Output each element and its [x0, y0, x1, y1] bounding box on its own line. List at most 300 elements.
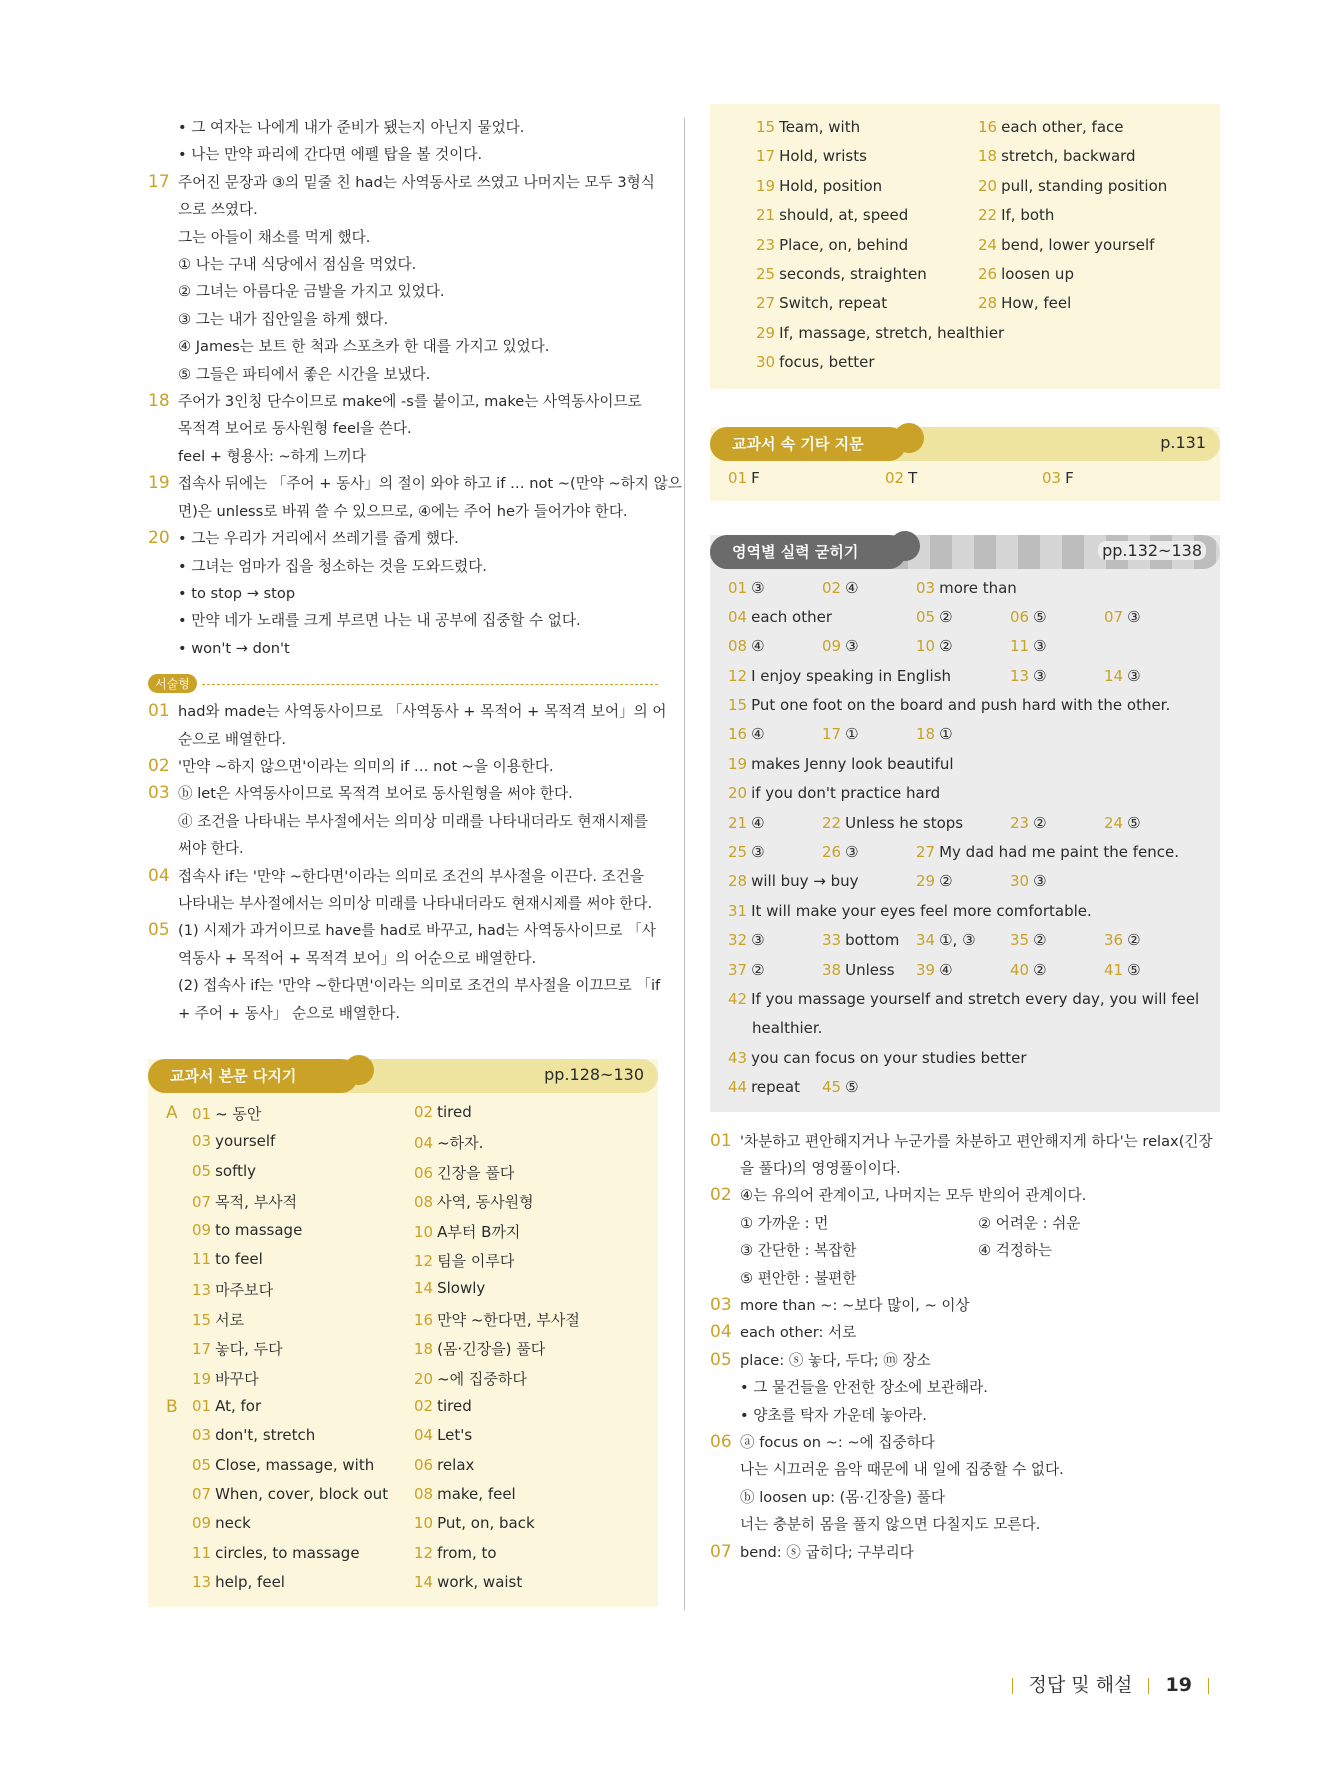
answer-text: F	[1065, 468, 1074, 487]
answer-text: 사역, 동사원형	[437, 1193, 534, 1212]
explanation-line	[148, 635, 658, 662]
answer-cell	[192, 1485, 388, 1503]
answer-cell	[414, 1573, 522, 1591]
question-number: 03	[710, 1294, 732, 1315]
right-top-grid	[710, 114, 1220, 379]
question-number: 02	[710, 1185, 732, 1206]
answer-row	[148, 1128, 658, 1157]
explanation-line	[710, 1484, 1220, 1511]
answer-text: ②	[1033, 960, 1047, 979]
answer-number: 03	[192, 1132, 212, 1151]
answer-text: ~하자.	[437, 1134, 484, 1153]
explanation-text: place: ⓢ 놓다, 두다; ⓜ 장소	[740, 1351, 931, 1369]
answer-cell	[756, 294, 887, 312]
explanation-text: '차분하고 편안해지거나 누군가를 차분하고 편안해지게 하다'는 relax(긴장	[740, 1132, 1213, 1150]
skill-answer-grid	[710, 569, 1220, 1104]
section-letter: A	[166, 1103, 178, 1123]
answer-number: 28	[978, 294, 998, 313]
answer-text: to feel	[215, 1249, 263, 1268]
answer-text: My dad had me paint the fence.	[939, 843, 1179, 862]
answer-cell	[728, 755, 954, 773]
answer-row	[710, 957, 1220, 986]
answer-number: 15	[728, 696, 748, 715]
choice-text: ② 어려운 : 쉬운	[978, 1214, 1081, 1232]
answer-cell	[728, 990, 1199, 1008]
explanation-text: 접속사 if는 '만약 ~한다면'이라는 의미로 조건의 부사절을 이끈다. 조건을	[178, 867, 644, 885]
other-section-band	[710, 427, 1220, 461]
explanation-line	[710, 1292, 1220, 1319]
answer-cell	[916, 637, 953, 655]
answer-text: Let's	[437, 1426, 473, 1445]
answer-text: A부터 B까지	[437, 1222, 521, 1241]
answer-text: 목적, 부사적	[215, 1193, 298, 1212]
explanation-line	[148, 607, 658, 634]
right-top-box	[710, 104, 1220, 389]
answer-text: focus, better	[779, 353, 875, 372]
other-section-title: 교과서 속 기타 지문	[710, 427, 906, 461]
answer-cell	[192, 1279, 273, 1300]
answer-number: 07	[1104, 607, 1124, 626]
explanation-line	[710, 1128, 1220, 1155]
answer-text: ④	[939, 960, 953, 979]
answer-number: 39	[916, 960, 936, 979]
answer-cell	[192, 1573, 285, 1591]
answer-row	[148, 1217, 658, 1246]
explanation-text: ⑤ 그들은 파티에서 좋은 시간을 보냈다.	[178, 365, 431, 383]
answer-number: 02	[885, 468, 905, 487]
answer-number: 24	[1104, 813, 1124, 832]
answer-number: 28	[728, 872, 748, 891]
answer-row	[710, 261, 1220, 290]
answer-number: 05	[916, 607, 936, 626]
answer-cell	[728, 469, 760, 487]
answer-cell	[728, 608, 832, 626]
answer-cell	[822, 637, 859, 655]
answer-row	[148, 1452, 658, 1481]
explanation-line	[148, 753, 658, 780]
answer-number: 02	[414, 1396, 434, 1415]
answer-row	[710, 898, 1220, 927]
answer-text: ①, ③	[939, 931, 976, 950]
answer-text: F	[751, 468, 760, 487]
explanation-text: (2) 접속사 if는 '만약 ~한다면'이라는 의미로 조건의 부사절을 이끄므로 「if	[178, 977, 661, 995]
explanation-text: '만약 ~하지 않으면'이라는 의미의 if … not ~을 이용한다.	[178, 757, 554, 775]
answer-text: T	[908, 468, 918, 487]
answer-text: ③	[751, 931, 765, 950]
answer-cell	[414, 1162, 514, 1183]
answer-number: 08	[414, 1485, 434, 1504]
answer-number: 16	[414, 1310, 434, 1329]
answer-row	[710, 202, 1220, 231]
body-section-pages: pp.128~130	[544, 1065, 644, 1084]
answer-cell	[1010, 667, 1047, 685]
answer-row	[710, 663, 1220, 692]
answer-text: Switch, repeat	[779, 294, 888, 313]
answer-number: 10	[414, 1222, 434, 1241]
question-number: 06	[710, 1432, 732, 1453]
answer-text: 팀을 이루다	[437, 1251, 515, 1270]
answer-row	[710, 290, 1220, 319]
answer-cell	[1104, 608, 1141, 626]
choice-pair-row	[710, 1210, 1220, 1237]
answer-cell	[414, 1250, 514, 1271]
explanation-text: ④ James는 보트 한 척과 스포츠카 한 대를 가지고 있었다.	[178, 338, 550, 356]
answer-cell	[414, 1456, 474, 1474]
answer-cell	[192, 1162, 256, 1180]
explanation-text: more than ~: ~보다 많이, ~ 이상	[740, 1296, 970, 1314]
question-number: 18	[148, 391, 170, 412]
answer-cell	[822, 931, 899, 949]
answer-text: work, waist	[437, 1573, 523, 1592]
answer-number: 27	[916, 843, 936, 862]
answer-text: Hold, wrists	[779, 147, 867, 166]
answer-cell	[414, 1426, 472, 1444]
answer-number: 22	[822, 813, 842, 832]
answer-text: ③	[1127, 666, 1141, 685]
answer-text: ②	[751, 960, 765, 979]
answer-number: 20	[414, 1369, 434, 1388]
explanation-line	[148, 306, 658, 333]
answer-number: 44	[728, 1078, 748, 1097]
band-circle	[344, 1055, 374, 1085]
answer-number: 14	[414, 1573, 434, 1592]
explanation-text: • 만약 네가 노래를 크게 부르면 나는 내 공부에 집중할 수 없다.	[178, 612, 581, 630]
answer-cell	[414, 1397, 472, 1415]
answer-number: 43	[728, 1048, 748, 1067]
answer-cell	[1010, 961, 1047, 979]
explanation-text: bend: ⓢ 굽히다; 구부리다	[740, 1543, 914, 1561]
answer-text: ⑤	[1127, 813, 1141, 832]
answer-row	[710, 810, 1220, 839]
answer-number: 07	[192, 1485, 212, 1504]
answer-cell	[728, 637, 765, 655]
answer-text: ⑤	[1127, 960, 1141, 979]
intro-line: • 그 여자는 나에게 내가 준비가 됐는지 아닌지 물었다.	[178, 119, 525, 136]
answer-text: ③	[845, 843, 859, 862]
answer-text: makes Jenny look beautiful	[751, 754, 954, 773]
explanation-line	[148, 780, 658, 807]
answer-number: 17	[822, 725, 842, 744]
explanation-line	[148, 388, 658, 415]
answer-number: 21	[728, 813, 748, 832]
answer-row	[710, 349, 1220, 378]
answer-number: 22	[978, 206, 998, 225]
answer-row	[148, 1510, 658, 1539]
answer-cell	[756, 206, 908, 224]
answer-row	[710, 751, 1220, 780]
explanation-line	[148, 196, 658, 223]
answer-text: ⑤	[1033, 607, 1047, 626]
answer-number: 12	[728, 666, 748, 685]
answer-number: 23	[1010, 813, 1030, 832]
answer-cell	[1010, 931, 1047, 949]
answer-number: 29	[756, 323, 776, 342]
explanation-line	[148, 1000, 658, 1027]
explanation-line	[148, 835, 658, 862]
answer-cell	[916, 872, 953, 890]
answer-cell	[1104, 961, 1141, 979]
section-letter: B	[166, 1396, 178, 1417]
answer-text: 놓다, 두다	[215, 1340, 283, 1359]
answer-number: 06	[414, 1455, 434, 1474]
answer-cell	[192, 1426, 315, 1444]
answer-text: ②	[939, 637, 953, 656]
answer-number: 32	[728, 931, 748, 950]
explanation-text: 목적격 보어로 동사원형 feel을 쓴다.	[178, 420, 412, 438]
answer-text: 바꾸다	[215, 1369, 259, 1388]
answer-text: When, cover, block out	[215, 1485, 389, 1504]
answer-text: each other	[751, 607, 832, 626]
answer-number: 13	[192, 1281, 212, 1300]
answer-text: Put, on, back	[437, 1514, 535, 1533]
answer-text: ③	[751, 843, 765, 862]
explanation-line	[148, 361, 658, 388]
answer-number: 08	[728, 637, 748, 656]
explanation-line	[148, 890, 658, 917]
answer-number: 38	[822, 960, 842, 979]
answer-number: 41	[1104, 960, 1124, 979]
answer-number: 20	[728, 784, 748, 803]
answer-row	[148, 1187, 658, 1216]
answer-row	[148, 1364, 658, 1393]
answer-number: 45	[822, 1078, 842, 1097]
explanation-line	[710, 1319, 1220, 1346]
answer-text: softly	[215, 1161, 257, 1180]
choice-pair-row	[710, 1237, 1220, 1264]
answer-cell	[756, 147, 867, 165]
question-number: 05	[710, 1349, 732, 1370]
explanation-text: (1) 시제가 과거이므로 have를 had로 바꾸고, had는 사역동사이므로 「사	[178, 922, 656, 940]
band-circle	[890, 531, 920, 561]
explanation-line	[148, 972, 661, 999]
choice-text: ⑤ 편안한 : 불편한	[740, 1269, 857, 1287]
answer-row	[710, 986, 1220, 1015]
answer-cell	[822, 579, 859, 597]
answer-number: 25	[756, 264, 776, 283]
answer-cell	[414, 1338, 545, 1359]
answer-text: If, both	[1001, 206, 1055, 225]
answer-cell	[916, 579, 1017, 597]
answer-text: help, feel	[215, 1573, 285, 1592]
answer-text: ③	[1033, 666, 1047, 685]
answer-text: ③	[751, 578, 765, 597]
explanation-line	[148, 224, 658, 251]
answer-cell	[192, 1456, 374, 1474]
answer-text: Team, with	[779, 118, 861, 136]
answer-text: 마주보다	[215, 1281, 274, 1300]
answer-number: 11	[1010, 637, 1030, 656]
answer-number: 14	[414, 1279, 434, 1298]
other-section-box	[710, 427, 1220, 501]
answer-cell	[414, 1103, 472, 1121]
explanation-text: ① 나는 구내 식당에서 점심을 먹었다.	[178, 256, 417, 274]
explanation-text: • to stop → stop	[178, 584, 296, 602]
explanation-line	[148, 863, 658, 890]
answer-number: 04	[414, 1134, 434, 1153]
explanation-line	[710, 1347, 1220, 1374]
body-section-title: 교과서 본문 다지기	[148, 1059, 358, 1093]
answer-text: bend, lower yourself	[1001, 235, 1155, 254]
answer-row	[148, 1422, 658, 1451]
answer-text: It will make your eyes feel more comfortable.	[751, 901, 1092, 920]
answer-number: 17	[756, 147, 776, 166]
explanation-line	[710, 1182, 1220, 1209]
answer-text: relax	[437, 1455, 475, 1474]
answer-cell	[728, 696, 1170, 714]
answer-cell	[916, 931, 976, 949]
explanation-text: 접속사 뒤에는 「주어 + 동사」의 절이 와야 하고 if … not ~(만약 ~하지 않으	[178, 475, 682, 493]
explanation-text: 나는 시끄러운 음악 때문에 내 일에 집중할 수 없다.	[740, 1461, 1064, 1479]
choice-text: ④ 걱정하는	[978, 1242, 1053, 1260]
right-explanations	[710, 1128, 1220, 1567]
footer-bar	[1208, 1678, 1209, 1694]
answer-number: 03	[916, 578, 936, 597]
answer-cell	[756, 353, 875, 371]
answer-text: If, massage, stretch, healthier	[779, 323, 1005, 342]
explanation-line	[148, 251, 658, 278]
answer-text: Place, on, behind	[779, 235, 909, 254]
answer-number: 06	[1010, 607, 1030, 626]
answer-row	[710, 1045, 1220, 1074]
answer-number: 04	[414, 1426, 434, 1445]
explanation-text: ⓐ focus on ~: ~에 집중하다	[740, 1434, 935, 1452]
explanation-text: 그는 아들이 채소를 먹게 했다.	[178, 228, 371, 246]
answer-cell	[728, 902, 1092, 920]
answer-text: tired	[437, 1396, 472, 1415]
answer-number: 13	[1010, 666, 1030, 685]
answer-number: 02	[414, 1103, 434, 1121]
answer-text: How, feel	[1001, 294, 1072, 313]
choice-text: ① 가까운 : 먼	[740, 1214, 829, 1232]
answer-number: 12	[414, 1251, 434, 1270]
answer-number: 01	[728, 578, 748, 597]
answer-text: pull, standing position	[1001, 176, 1168, 195]
answer-text: bottom	[845, 931, 900, 950]
body-section-box	[148, 1059, 658, 1607]
explanation-line	[148, 278, 658, 305]
answer-cell	[916, 725, 953, 743]
subjective-tag: 서술형	[148, 674, 197, 693]
answer-text: each other, face	[1001, 118, 1124, 136]
answer-text: stretch, backward	[1001, 147, 1136, 166]
answer-number: 01	[728, 468, 748, 487]
answer-cell	[192, 1544, 360, 1562]
answer-cell	[978, 118, 1123, 136]
answer-number: 08	[414, 1193, 434, 1212]
answer-row	[710, 173, 1220, 202]
answer-number: 20	[978, 176, 998, 195]
answer-row	[148, 1481, 658, 1510]
answer-cell	[728, 784, 940, 802]
answer-cell	[414, 1132, 483, 1153]
footer-bar	[1148, 1678, 1149, 1694]
answer-text: If you massage yourself and stretch every day, you will feel	[751, 989, 1200, 1008]
answer-number: 40	[1010, 960, 1030, 979]
answer-number: 19	[728, 754, 748, 773]
answer-row	[710, 1015, 1220, 1044]
answer-cell	[822, 1078, 859, 1096]
choice-text: ③ 간단한 : 복잡한	[740, 1242, 857, 1260]
answer-text: Slowly	[437, 1279, 486, 1298]
explanation-text: ⓑ let은 사역동사이므로 목적격 보어로 동사원형을 써야 한다.	[178, 785, 573, 803]
answer-row	[148, 1099, 658, 1128]
answer-number: 09	[822, 637, 842, 656]
question-number: 20	[148, 528, 170, 549]
answer-cell	[1010, 872, 1047, 890]
explanation-text: 주어가 3인칭 단수이므로 make에 -s를 붙이고, make는 사역동사이므로	[178, 393, 642, 411]
skill-section-pages: pp.132~138	[1098, 541, 1206, 560]
answer-cell	[728, 931, 765, 949]
answer-number: 01	[192, 1105, 212, 1123]
answer-number: 03	[192, 1426, 212, 1445]
question-number: 01	[148, 701, 170, 722]
question-number: 01	[710, 1130, 732, 1151]
answer-text: Put one foot on the board and push hard with the other.	[751, 696, 1171, 715]
answer-cell	[192, 1191, 297, 1212]
answer-text: more than	[939, 578, 1017, 597]
answer-text: you can focus on your studies better	[751, 1048, 1027, 1067]
explanation-line	[148, 945, 658, 972]
answer-cell	[978, 206, 1054, 224]
answer-cell	[192, 1103, 261, 1124]
answer-row	[148, 1540, 658, 1569]
explanation-line	[710, 1539, 1220, 1566]
answer-number: 21	[756, 206, 776, 225]
answer-row	[710, 721, 1220, 750]
answer-cell	[916, 961, 953, 979]
answer-number: 10	[414, 1514, 434, 1533]
answer-cell	[756, 177, 882, 195]
answer-cell	[192, 1250, 263, 1268]
answer-cell	[978, 294, 1071, 312]
answer-row	[710, 868, 1220, 897]
answer-text: At, for	[215, 1396, 262, 1415]
explanation-text: • 양초를 탁자 가운데 놓아라.	[740, 1406, 927, 1424]
answer-text: Close, massage, with	[215, 1455, 375, 1474]
question-number: 17	[148, 171, 170, 192]
question-number: 05	[148, 920, 170, 941]
answer-cell	[414, 1191, 534, 1212]
answer-text: ③	[1033, 637, 1047, 656]
answer-number: 04	[728, 607, 748, 626]
explanation-text: 면)은 unless로 바꿔 쓸 수 있으므로, ④에는 주어 he가 들어가야 한다.	[178, 502, 628, 520]
answer-cell	[756, 265, 927, 283]
explanation-text: ⓓ 조건을 나타내는 부사절에서는 의미상 미래를 나타내더라도 현재시제를	[178, 812, 648, 830]
right-column	[710, 118, 1220, 1566]
answer-number: 18	[916, 725, 936, 744]
explanation-line	[148, 470, 682, 497]
answer-text: tired	[437, 1103, 472, 1121]
other-section-pages: p.131	[1160, 432, 1206, 452]
question-number: 04	[710, 1322, 732, 1343]
answer-cell	[728, 1078, 800, 1096]
answer-number: 15	[192, 1310, 212, 1329]
answer-number: 24	[978, 235, 998, 254]
explanation-line	[710, 1155, 1220, 1182]
answer-row	[710, 114, 1220, 143]
answer-number: 26	[978, 264, 998, 283]
answer-cell	[728, 579, 765, 597]
answer-row	[710, 575, 1220, 604]
answer-number: 33	[822, 931, 842, 950]
answer-cell	[414, 1221, 520, 1242]
explanation-text: 써야 한다.	[178, 840, 244, 858]
answer-text: ①	[939, 725, 953, 744]
answer-cell	[414, 1485, 516, 1503]
answer-cell	[192, 1514, 251, 1532]
intro-lines	[148, 114, 658, 169]
answer-row	[148, 1305, 658, 1334]
